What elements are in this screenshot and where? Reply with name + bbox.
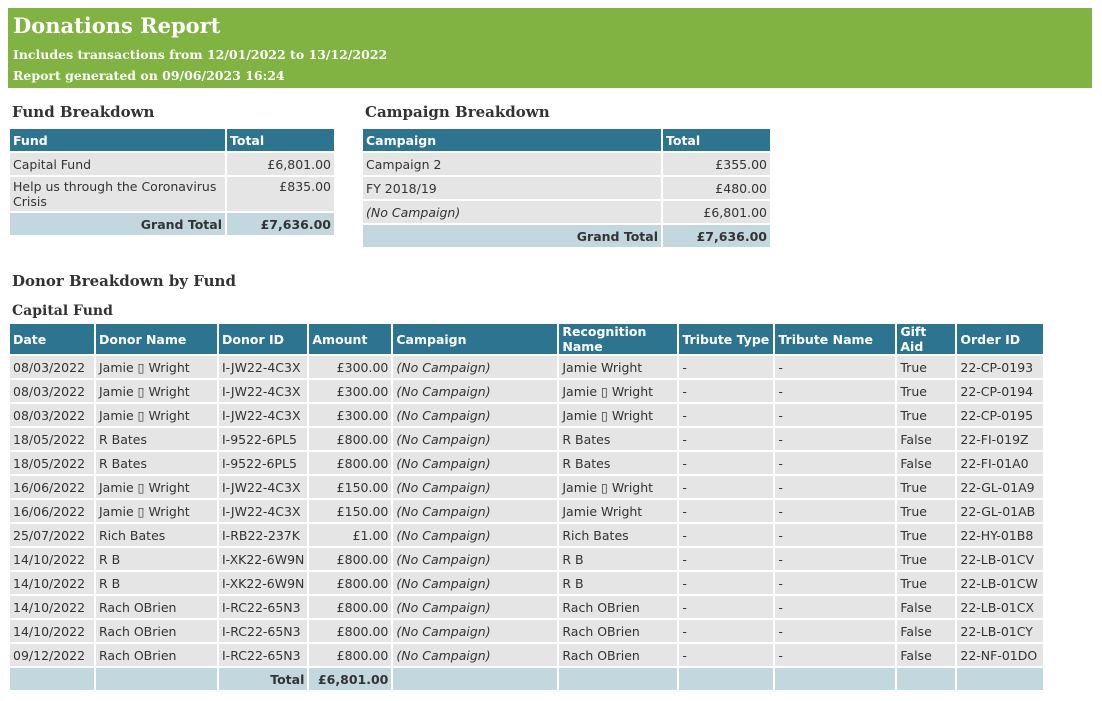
recognition-name-cell: Jamie Wright [559,356,677,378]
recognition-name-cell: R B [559,572,677,594]
order-id-cell: 22-CP-0194 [957,380,1043,402]
campaign-cell: (No Campaign) [393,380,557,402]
gift-aid-cell: False [897,644,955,666]
column-header: Order ID [957,324,1043,354]
total-row [10,668,1043,690]
campaign-total-cell: £355.00 [663,153,770,175]
donor-id-cell: I-RC22-65N3 [219,596,307,618]
amount-cell: £800.00 [309,452,391,474]
recognition-name-cell: Rich Bates [559,524,677,546]
campaign-total-cell: £480.00 [663,177,770,199]
campaign-cell: (No Campaign) [393,620,557,642]
tribute-type-cell: - [679,524,773,546]
donor-id-cell: I-JW22-4C3X [219,380,307,402]
column-header: Donor Name [96,324,217,354]
date-cell: 14/10/2022 [10,596,94,618]
donor-name-cell: R Bates [96,428,217,450]
donor-breakdown-table [8,322,1045,692]
grand-total-label: Grand Total [10,213,225,235]
total-empty-cell [957,668,1043,690]
campaign-cell: (No Campaign) [393,476,557,498]
recognition-name-cell: Rach OBrien [559,644,677,666]
report-generated-time: Report generated on 09/06/2023 16:24 [13,68,285,83]
fund-total-cell: £835.00 [227,177,334,211]
table-header-row [10,129,334,151]
tribute-name-cell: - [775,356,895,378]
donor-name-cell: Rach OBrien [96,620,217,642]
donor-id-cell: I-RB22-237K [219,524,307,546]
amount-cell: £800.00 [309,620,391,642]
total-empty-cell [393,668,557,690]
order-id-cell: 22-LB-01CX [957,596,1043,618]
fund-name-cell: Help us through the Coronavirus Crisis [10,177,225,211]
table-row [10,644,1043,666]
tribute-name-cell: - [775,380,895,402]
tribute-name-cell: - [775,404,895,426]
amount-cell: £150.00 [309,500,391,522]
gift-aid-cell: True [897,524,955,546]
campaign-name-cell: (No Campaign) [363,201,661,223]
gift-aid-cell: True [897,572,955,594]
order-id-cell: 22-LB-01CY [957,620,1043,642]
column-header: Recognition Name [559,324,677,354]
donor-name-cell: Jamie ▯ Wright [96,380,217,402]
table-row [10,524,1043,546]
total-label: Total [219,668,307,690]
recognition-name-cell: Rach OBrien [559,596,677,618]
recognition-name-cell: Jamie ▯ Wright [559,476,677,498]
donor-name-cell: Rach OBrien [96,644,217,666]
tribute-name-cell: - [775,596,895,618]
fund-breakdown-heading: Fund Breakdown [12,103,155,121]
fund-name-cell: Capital Fund [10,153,225,175]
campaign-cell: (No Campaign) [393,500,557,522]
order-id-cell: 22-GL-01A9 [957,476,1043,498]
table-row [10,620,1043,642]
table-row [10,428,1043,450]
gift-aid-cell: True [897,380,955,402]
donor-id-cell: I-9522-6PL5 [219,428,307,450]
campaign-cell: (No Campaign) [393,452,557,474]
date-cell: 16/06/2022 [10,500,94,522]
tribute-type-cell: - [679,404,773,426]
campaign-cell: (No Campaign) [393,404,557,426]
campaign-cell: (No Campaign) [393,644,557,666]
donor-id-cell: I-XK22-6W9N [219,548,307,570]
total-empty-cell [559,668,677,690]
table-header-row [10,324,1043,354]
donor-name-cell: Jamie ▯ Wright [96,404,217,426]
amount-cell: £300.00 [309,380,391,402]
tribute-name-cell: - [775,524,895,546]
tribute-name-cell: - [775,500,895,522]
campaign-breakdown-table [361,127,772,249]
campaign-cell: (No Campaign) [393,572,557,594]
order-id-cell: 22-HY-01B8 [957,524,1043,546]
date-cell: 08/03/2022 [10,380,94,402]
amount-cell: £300.00 [309,356,391,378]
amount-cell: £1.00 [309,524,391,546]
table-header-row [363,129,770,151]
fund-subheading: Capital Fund [12,303,113,319]
order-id-cell: 22-FI-01A0 [957,452,1043,474]
tribute-type-cell: - [679,572,773,594]
column-header: Campaign [363,129,661,151]
date-cell: 14/10/2022 [10,572,94,594]
grand-total-value: £7,636.00 [227,213,334,235]
recognition-name-cell: Rach OBrien [559,620,677,642]
table-row [10,548,1043,570]
donor-id-cell: I-JW22-4C3X [219,500,307,522]
tribute-name-cell: - [775,452,895,474]
donor-id-cell: I-JW22-4C3X [219,356,307,378]
column-header: Date [10,324,94,354]
donor-id-cell: I-9522-6PL5 [219,452,307,474]
donor-name-cell: R Bates [96,452,217,474]
amount-cell: £150.00 [309,476,391,498]
tribute-name-cell: - [775,428,895,450]
table-row [10,404,1043,426]
date-cell: 14/10/2022 [10,548,94,570]
tribute-name-cell: - [775,572,895,594]
column-header: Donor ID [219,324,307,354]
recognition-name-cell: Jamie ▯ Wright [559,404,677,426]
grand-total-row [363,225,770,247]
date-cell: 14/10/2022 [10,620,94,642]
table-row [10,153,334,175]
campaign-name-cell: FY 2018/19 [363,177,661,199]
date-cell: 25/07/2022 [10,524,94,546]
total-empty-cell [96,668,217,690]
table-row [10,356,1043,378]
table-row [10,476,1043,498]
table-row [10,380,1043,402]
column-header: Total [663,129,770,151]
amount-cell: £800.00 [309,428,391,450]
total-empty-cell [775,668,895,690]
gift-aid-cell: False [897,452,955,474]
grand-total-label: Grand Total [363,225,661,247]
report-header [8,8,1092,88]
amount-cell: £800.00 [309,644,391,666]
tribute-type-cell: - [679,644,773,666]
column-header: Fund [10,129,225,151]
order-id-cell: 22-NF-01DO [957,644,1043,666]
column-header: Campaign [393,324,557,354]
campaign-total-cell: £6,801.00 [663,201,770,223]
tribute-type-cell: - [679,596,773,618]
table-row [363,201,770,223]
donor-breakdown-heading: Donor Breakdown by Fund [12,272,236,290]
donor-name-cell: Rach OBrien [96,596,217,618]
table-row [10,177,334,211]
gift-aid-cell: True [897,356,955,378]
tribute-name-cell: - [775,548,895,570]
campaign-cell: (No Campaign) [393,596,557,618]
donor-name-cell: Jamie ▯ Wright [96,500,217,522]
gift-aid-cell: True [897,404,955,426]
order-id-cell: 22-FI-019Z [957,428,1043,450]
amount-cell: £300.00 [309,404,391,426]
column-header: Amount [309,324,391,354]
gift-aid-cell: False [897,596,955,618]
campaign-name-cell: Campaign 2 [363,153,661,175]
tribute-type-cell: - [679,476,773,498]
donor-name-cell: Jamie ▯ Wright [96,476,217,498]
date-cell: 18/05/2022 [10,428,94,450]
column-header: Tribute Name [775,324,895,354]
donor-id-cell: I-JW22-4C3X [219,476,307,498]
tribute-type-cell: - [679,548,773,570]
table-row [10,500,1043,522]
donor-name-cell: R B [96,572,217,594]
recognition-name-cell: Jamie Wright [559,500,677,522]
gift-aid-cell: False [897,620,955,642]
grand-total-value: £7,636.00 [663,225,770,247]
order-id-cell: 22-CP-0195 [957,404,1043,426]
tribute-type-cell: - [679,620,773,642]
gift-aid-cell: True [897,500,955,522]
recognition-name-cell: Jamie ▯ Wright [559,380,677,402]
gift-aid-cell: False [897,428,955,450]
table-row [10,452,1043,474]
campaign-cell: (No Campaign) [393,548,557,570]
tribute-type-cell: - [679,500,773,522]
total-empty-cell [10,668,94,690]
report-date-range: Includes transactions from 12/01/2022 to 13/12/2022 [13,47,388,62]
fund-breakdown-table [8,127,336,237]
date-cell: 08/03/2022 [10,356,94,378]
table-row [10,596,1043,618]
donor-name-cell: R B [96,548,217,570]
donor-id-cell: I-RC22-65N3 [219,644,307,666]
tribute-name-cell: - [775,644,895,666]
table-row [10,572,1043,594]
recognition-name-cell: R B [559,548,677,570]
donor-id-cell: I-XK22-6W9N [219,572,307,594]
table-row [363,153,770,175]
column-header: Total [227,129,334,151]
recognition-name-cell: R Bates [559,428,677,450]
tribute-name-cell: - [775,620,895,642]
column-header: Tribute Type [679,324,773,354]
campaign-cell: (No Campaign) [393,428,557,450]
report-title: Donations Report [13,13,221,38]
date-cell: 09/12/2022 [10,644,94,666]
column-header: Gift Aid [897,324,955,354]
grand-total-row [10,213,334,235]
gift-aid-cell: True [897,548,955,570]
tribute-type-cell: - [679,428,773,450]
total-empty-cell [897,668,955,690]
donor-id-cell: I-RC22-65N3 [219,620,307,642]
order-id-cell: 22-GL-01AB [957,500,1043,522]
amount-cell: £800.00 [309,548,391,570]
total-amount: £6,801.00 [309,668,391,690]
date-cell: 08/03/2022 [10,404,94,426]
tribute-type-cell: - [679,356,773,378]
amount-cell: £800.00 [309,596,391,618]
campaign-breakdown-heading: Campaign Breakdown [365,103,550,121]
donor-id-cell: I-JW22-4C3X [219,404,307,426]
date-cell: 16/06/2022 [10,476,94,498]
tribute-type-cell: - [679,452,773,474]
date-cell: 18/05/2022 [10,452,94,474]
campaign-cell: (No Campaign) [393,524,557,546]
order-id-cell: 22-LB-01CW [957,572,1043,594]
tribute-name-cell: - [775,476,895,498]
recognition-name-cell: R Bates [559,452,677,474]
order-id-cell: 22-LB-01CV [957,548,1043,570]
total-empty-cell [679,668,773,690]
campaign-cell: (No Campaign) [393,356,557,378]
donor-name-cell: Jamie ▯ Wright [96,356,217,378]
donor-name-cell: Rich Bates [96,524,217,546]
table-row [363,177,770,199]
amount-cell: £800.00 [309,572,391,594]
gift-aid-cell: True [897,476,955,498]
order-id-cell: 22-CP-0193 [957,356,1043,378]
fund-total-cell: £6,801.00 [227,153,334,175]
tribute-type-cell: - [679,380,773,402]
